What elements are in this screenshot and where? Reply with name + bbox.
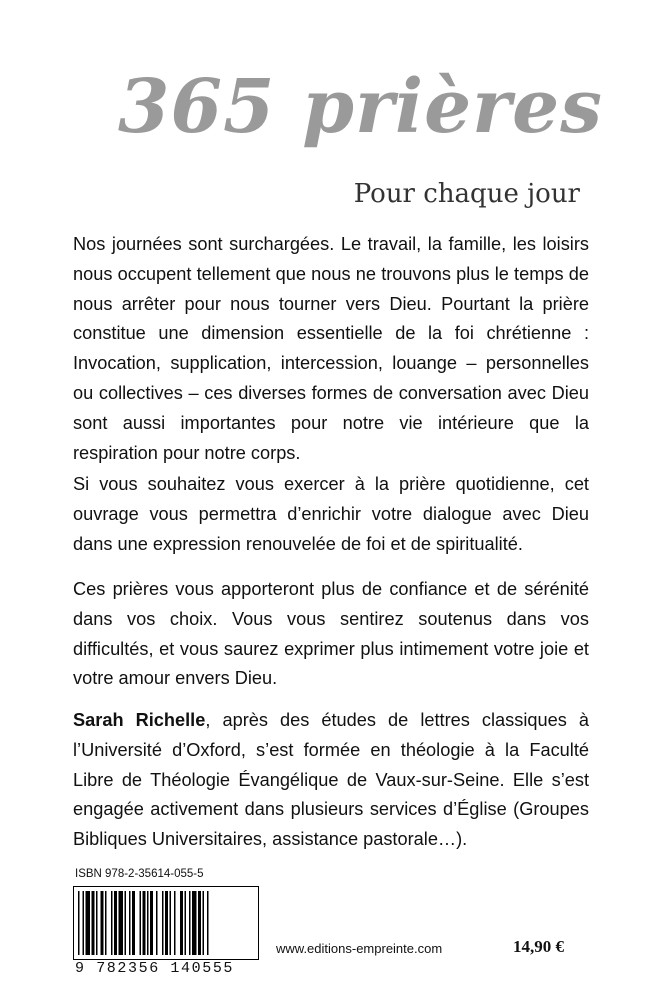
publisher-website: www.editions-empreinte.com bbox=[276, 941, 443, 956]
author-bio-text: , après des études de lettres classiques à l’Université d’Oxford, s’est formée en théologie à la Faculté Libre de Théologie Évangélique de Vaux-sur-Seine. Elle s’est engagée activement dans plusieurs services d’Église (Groupes Bibliques Universitaires, assistance pastorale…). bbox=[73, 710, 589, 850]
book-subtitle: Pour chaque jour bbox=[353, 179, 580, 209]
paragraph-intro: Nos journées sont surchargées. Le travail, la famille, les loisirs nous occupent tellement que nous ne trouvons plus le temps de nous arrêter pour nous tourner vers Dieu. Pourtant la prière constitue une dimension essentielle de la foi chrétienne : Invocation, supplication, intercession, louange – personnelles ou collectives – ces diverses formes de conversation avec Dieu sont aussi importantes pour notre vie intérieure que la respiration pour notre corps. bbox=[73, 234, 589, 463]
book-title: 365 prières bbox=[118, 64, 603, 150]
author-name: Sarah Richelle bbox=[73, 710, 206, 730]
price: 14,90 € bbox=[513, 937, 564, 956]
paragraph-benefits: Ces prières vous apporteront plus de confiance et de sérénité dans vos choix. Vous vous sentirez soutenus dans vos difficultés, et vous saurez exprimer plus intimement votre joie et votre amour envers Dieu. bbox=[73, 579, 589, 689]
isbn-number: ISBN 978-2-35614-055-5 bbox=[75, 868, 204, 880]
barcode-icon bbox=[73, 886, 259, 960]
author-bio bbox=[73, 706, 589, 855]
isbn-barcode-block bbox=[73, 868, 261, 978]
barcode-digits: 9 782356 140555 bbox=[75, 960, 235, 977]
paragraph-purpose: Si vous souhaitez vous exercer à la prière quotidienne, cet ouvrage vous permettra d’enrichir votre dialogue avec Dieu dans une expression renouvelée de foi et de spiritualité. bbox=[73, 474, 589, 554]
